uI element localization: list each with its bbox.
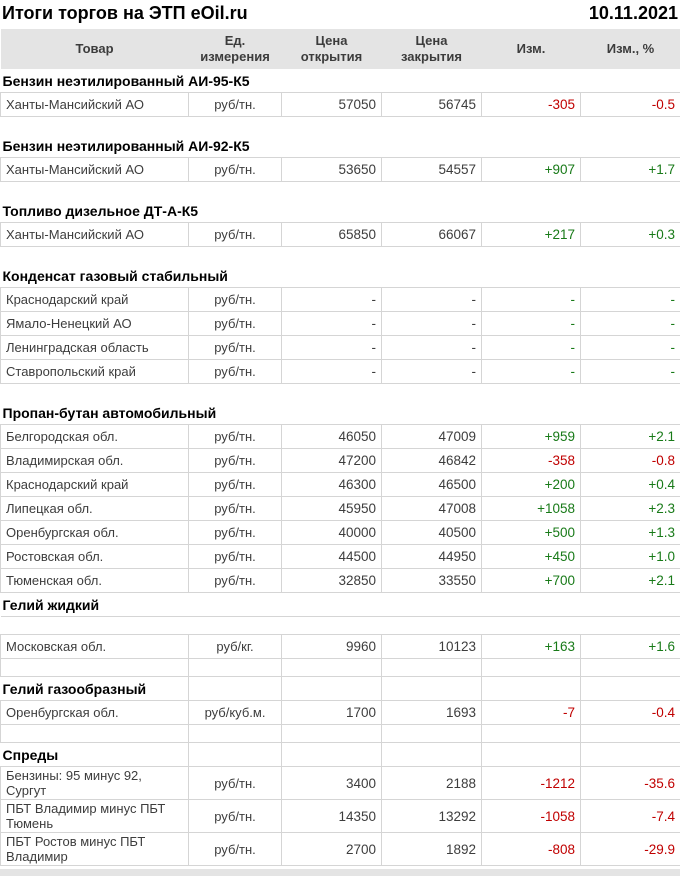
spacer-row	[1, 117, 680, 135]
column-header-row	[1, 29, 680, 69]
spacer-cell	[189, 659, 282, 677]
spacer-cell	[581, 247, 680, 265]
open-price-cell: 46050	[282, 425, 382, 449]
change-cell: +959	[482, 425, 581, 449]
spacer-cell	[282, 617, 382, 635]
section-title-grid-cell	[382, 677, 482, 701]
change-cell: -1058	[482, 800, 581, 833]
spacer-cell	[282, 182, 382, 200]
close-price-cell: 2188	[382, 767, 482, 800]
change-cell: -808	[482, 833, 581, 866]
spacer-cell	[482, 384, 581, 402]
spacer-row	[1, 659, 680, 677]
change-cell: +1058	[482, 497, 581, 521]
table-row	[1, 288, 680, 312]
col-header-product: Товар	[1, 29, 189, 69]
spacer-cell	[282, 117, 382, 135]
change-pct-cell: -35.6	[581, 767, 680, 800]
open-price-cell: -	[282, 288, 382, 312]
close-price-cell: 33550	[382, 569, 482, 593]
spacer-cell	[382, 725, 482, 743]
spacer-cell	[382, 247, 482, 265]
open-price-cell: 14350	[282, 800, 382, 833]
unit-cell: руб/куб.м.	[189, 701, 282, 725]
open-price-cell: 9960	[282, 635, 382, 659]
spacer-cell	[382, 659, 482, 677]
change-pct-cell: +2.1	[581, 425, 680, 449]
spacer-row	[1, 247, 680, 265]
spacer-cell	[482, 617, 581, 635]
close-price-cell: 56745	[382, 93, 482, 117]
change-cell: -7	[482, 701, 581, 725]
spacer-cell	[1, 117, 189, 135]
unit-cell: руб/тн.	[189, 288, 282, 312]
product-cell: Тюменская обл.	[1, 569, 189, 593]
open-price-cell: 3400	[282, 767, 382, 800]
table-row	[1, 521, 680, 545]
spacer-row	[1, 182, 680, 200]
product-cell: Ставропольский край	[1, 360, 189, 384]
spacer-cell	[282, 384, 382, 402]
spacer-cell	[189, 725, 282, 743]
col-header-open-price: Цена открытия	[282, 29, 382, 69]
spacer-cell	[482, 182, 581, 200]
section-title-row	[1, 743, 680, 767]
change-pct-cell: +1.6	[581, 635, 680, 659]
product-cell: Ямало-Ненецкий АО	[1, 312, 189, 336]
spacer-row	[1, 725, 680, 743]
unit-cell: руб/тн.	[189, 449, 282, 473]
product-cell: ПБТ Ростов минус ПБТ Владимир	[1, 833, 189, 866]
unit-cell: руб/тн.	[189, 473, 282, 497]
spacer-cell	[282, 725, 382, 743]
open-price-cell: -	[282, 312, 382, 336]
open-price-cell: 46300	[282, 473, 382, 497]
unit-cell: руб/тн.	[189, 223, 282, 247]
footer-bar	[0, 869, 680, 876]
page-title: Итоги торгов на ЭТП eOil.ru	[2, 3, 248, 24]
section-title-row	[1, 593, 680, 617]
unit-cell: руб/тн.	[189, 360, 282, 384]
spacer-cell	[581, 659, 680, 677]
spacer-cell	[382, 384, 482, 402]
product-cell: Ленинградская область	[1, 336, 189, 360]
change-pct-cell: -0.5	[581, 93, 680, 117]
change-pct-cell: -	[581, 336, 680, 360]
section-title-row	[1, 199, 680, 223]
spacer-cell	[482, 725, 581, 743]
close-price-cell: -	[382, 360, 482, 384]
close-price-cell: 46500	[382, 473, 482, 497]
table-body	[1, 69, 680, 866]
table-row	[1, 425, 680, 449]
change-cell: +700	[482, 569, 581, 593]
change-pct-cell: +0.4	[581, 473, 680, 497]
table-row	[1, 158, 680, 182]
section-title-row	[1, 134, 680, 158]
spacer-cell	[581, 117, 680, 135]
change-pct-cell: -	[581, 312, 680, 336]
table-row	[1, 635, 680, 659]
open-price-cell: 45950	[282, 497, 382, 521]
section-title-grid-cell	[382, 743, 482, 767]
spacer-cell	[382, 117, 482, 135]
open-price-cell: 32850	[282, 569, 382, 593]
product-cell: ПБТ Владимир минус ПБТ Тюмень	[1, 800, 189, 833]
close-price-cell: 10123	[382, 635, 482, 659]
change-pct-cell: -	[581, 360, 680, 384]
unit-cell: руб/тн.	[189, 767, 282, 800]
close-price-cell: 54557	[382, 158, 482, 182]
change-pct-cell: -29.9	[581, 833, 680, 866]
spacer-cell	[1, 659, 189, 677]
spacer-cell	[581, 384, 680, 402]
change-pct-cell: +1.0	[581, 545, 680, 569]
open-price-cell: 57050	[282, 93, 382, 117]
product-cell: Оренбургская обл.	[1, 521, 189, 545]
open-price-cell: 53650	[282, 158, 382, 182]
section-title-row	[1, 264, 680, 288]
unit-cell: руб/тн.	[189, 833, 282, 866]
unit-cell: руб/тн.	[189, 800, 282, 833]
unit-cell: руб/тн.	[189, 425, 282, 449]
change-cell: +907	[482, 158, 581, 182]
unit-cell: руб/тн.	[189, 545, 282, 569]
product-cell: Ханты-Мансийский АО	[1, 158, 189, 182]
table-row	[1, 336, 680, 360]
report-header	[0, 0, 680, 29]
change-pct-cell: +2.1	[581, 569, 680, 593]
spacer-cell	[1, 384, 189, 402]
spacer-cell	[189, 384, 282, 402]
product-cell: Бензины: 95 минус 92, Сургут	[1, 767, 189, 800]
table-row	[1, 701, 680, 725]
section-title-grid-cell	[482, 677, 581, 701]
product-cell: Владимирская обл.	[1, 449, 189, 473]
section-title: Спреды	[1, 743, 189, 767]
spacer-cell	[581, 617, 680, 635]
open-price-cell: 65850	[282, 223, 382, 247]
unit-cell: руб/тн.	[189, 312, 282, 336]
change-cell: -	[482, 336, 581, 360]
table-row	[1, 360, 680, 384]
change-pct-cell: +0.3	[581, 223, 680, 247]
section-title: Бензин неэтилированный АИ-95-К5	[1, 69, 680, 93]
col-header-unit: Ед. измерения	[189, 29, 282, 69]
section-title-grid-cell	[581, 743, 680, 767]
change-cell: -1212	[482, 767, 581, 800]
close-price-cell: -	[382, 288, 482, 312]
unit-cell: руб/тн.	[189, 93, 282, 117]
change-cell: +163	[482, 635, 581, 659]
spacer-cell	[482, 247, 581, 265]
spacer-cell	[1, 725, 189, 743]
product-cell: Липецкая обл.	[1, 497, 189, 521]
table-row	[1, 569, 680, 593]
section-title-grid-cell	[189, 743, 282, 767]
close-price-cell: 44950	[382, 545, 482, 569]
section-title-grid-cell	[189, 677, 282, 701]
close-price-cell: 66067	[382, 223, 482, 247]
product-cell: Белгородская обл.	[1, 425, 189, 449]
section-title-row	[1, 69, 680, 93]
spacer-cell	[482, 659, 581, 677]
spacer-cell	[581, 182, 680, 200]
change-cell: +217	[482, 223, 581, 247]
table-row	[1, 497, 680, 521]
open-price-cell: -	[282, 360, 382, 384]
col-header-change-pct: Изм., %	[581, 29, 680, 69]
close-price-cell: 1892	[382, 833, 482, 866]
spacer-cell	[282, 659, 382, 677]
change-pct-cell: +1.3	[581, 521, 680, 545]
unit-cell: руб/тн.	[189, 336, 282, 360]
table-row	[1, 449, 680, 473]
open-price-cell: 2700	[282, 833, 382, 866]
section-title: Бензин неэтилированный АИ-92-К5	[1, 134, 680, 158]
close-price-cell: 47009	[382, 425, 482, 449]
close-price-cell: 40500	[382, 521, 482, 545]
spacer-row	[1, 617, 680, 635]
open-price-cell: 47200	[282, 449, 382, 473]
change-pct-cell: +1.7	[581, 158, 680, 182]
change-pct-cell: -	[581, 288, 680, 312]
table-row	[1, 93, 680, 117]
spacer-cell	[189, 182, 282, 200]
unit-cell: руб/тн.	[189, 497, 282, 521]
change-cell: +500	[482, 521, 581, 545]
table-header	[1, 29, 680, 69]
unit-cell: руб/тн.	[189, 521, 282, 545]
unit-cell: руб/тн.	[189, 158, 282, 182]
unit-cell: руб/тн.	[189, 569, 282, 593]
product-cell: Ханты-Мансийский АО	[1, 223, 189, 247]
section-title-row	[1, 677, 680, 701]
close-price-cell: 46842	[382, 449, 482, 473]
product-cell: Оренбургская обл.	[1, 701, 189, 725]
open-price-cell: 1700	[282, 701, 382, 725]
table-row	[1, 767, 680, 800]
spacer-cell	[189, 117, 282, 135]
change-cell: -	[482, 360, 581, 384]
close-price-cell: 13292	[382, 800, 482, 833]
close-price-cell: 47008	[382, 497, 482, 521]
change-pct-cell: -0.8	[581, 449, 680, 473]
spacer-cell	[482, 117, 581, 135]
spacer-cell	[1, 247, 189, 265]
section-title-grid-cell	[282, 677, 382, 701]
spacer-cell	[382, 617, 482, 635]
section-title-row	[1, 401, 680, 425]
section-title-grid-cell	[581, 677, 680, 701]
spacer-row	[1, 384, 680, 402]
change-cell: -358	[482, 449, 581, 473]
product-cell: Московская обл.	[1, 635, 189, 659]
close-price-cell: 1693	[382, 701, 482, 725]
change-pct-cell: -0.4	[581, 701, 680, 725]
section-title: Гелий газообразный	[1, 677, 189, 701]
spacer-cell	[1, 182, 189, 200]
product-cell: Краснодарский край	[1, 288, 189, 312]
spacer-cell	[282, 247, 382, 265]
unit-cell: руб/кг.	[189, 635, 282, 659]
section-title-grid-cell	[482, 743, 581, 767]
spacer-cell	[189, 247, 282, 265]
change-cell: -	[482, 288, 581, 312]
section-title-grid-cell	[282, 743, 382, 767]
change-cell: -	[482, 312, 581, 336]
change-pct-cell: +2.3	[581, 497, 680, 521]
product-cell: Краснодарский край	[1, 473, 189, 497]
table-row	[1, 223, 680, 247]
section-title: Пропан-бутан автомобильный	[1, 401, 680, 425]
close-price-cell: -	[382, 312, 482, 336]
spacer-cell	[581, 725, 680, 743]
open-price-cell: -	[282, 336, 382, 360]
table-row	[1, 473, 680, 497]
open-price-cell: 40000	[282, 521, 382, 545]
close-price-cell: -	[382, 336, 482, 360]
open-price-cell: 44500	[282, 545, 382, 569]
section-title: Гелий жидкий	[1, 593, 680, 617]
table-row	[1, 833, 680, 866]
table-row	[1, 312, 680, 336]
spacer-cell	[382, 182, 482, 200]
section-title: Конденсат газовый стабильный	[1, 264, 680, 288]
results-table	[0, 29, 680, 866]
product-cell: Ханты-Мансийский АО	[1, 93, 189, 117]
table-row	[1, 545, 680, 569]
report-date: 10.11.2021	[589, 3, 678, 24]
spacer-cell	[189, 617, 282, 635]
change-cell: +450	[482, 545, 581, 569]
spacer-cell	[1, 617, 189, 635]
section-title: Топливо дизельное ДТ-А-К5	[1, 199, 680, 223]
col-header-change: Изм.	[482, 29, 581, 69]
col-header-close-price: Цена закрытия	[382, 29, 482, 69]
change-cell: -305	[482, 93, 581, 117]
product-cell: Ростовская обл.	[1, 545, 189, 569]
change-cell: +200	[482, 473, 581, 497]
change-pct-cell: -7.4	[581, 800, 680, 833]
